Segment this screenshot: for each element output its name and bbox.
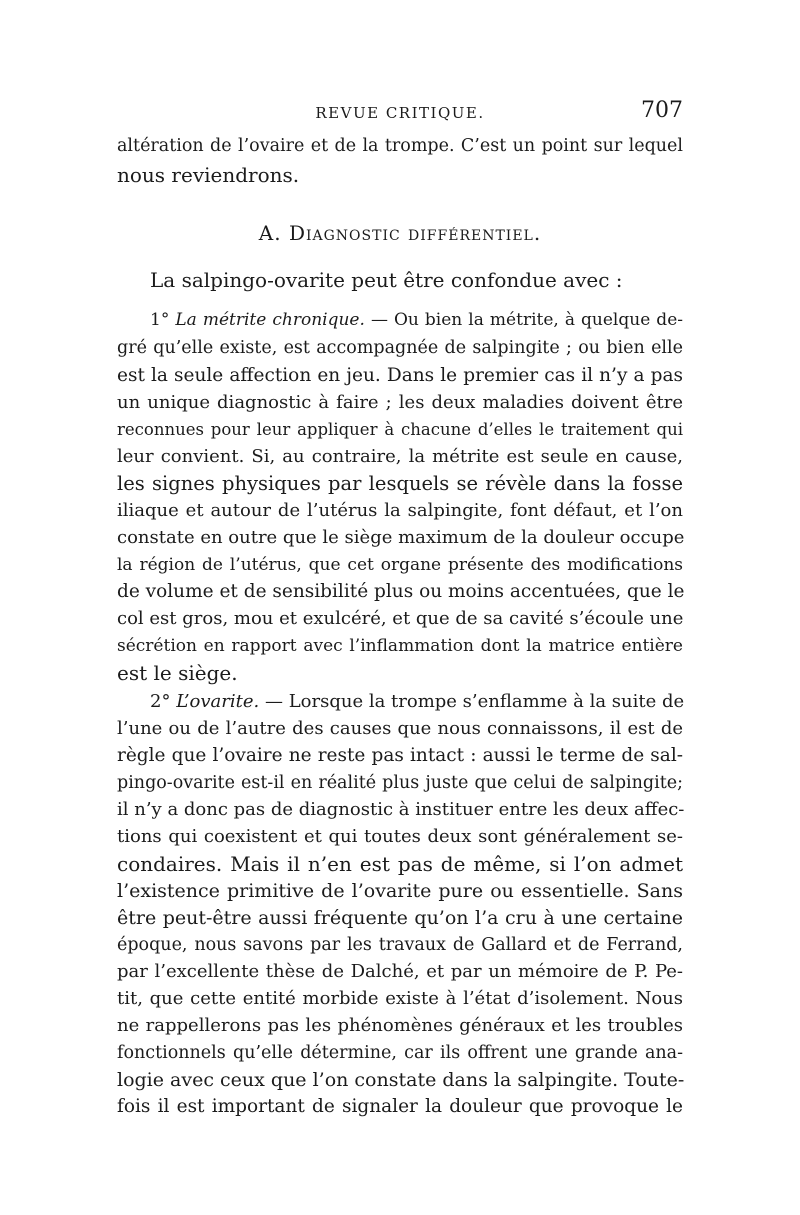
text-line: leur convient. Si, au contraire, la métrite est seule en cause, bbox=[117, 446, 683, 467]
page-number: 707 bbox=[641, 98, 683, 123]
section-heading: A. Diagnostic différentiel. bbox=[258, 221, 542, 245]
text-line: tit, que cette entité morbide existe à l’état d’isolement. Nous bbox=[117, 988, 683, 1009]
list-number: 1° bbox=[150, 310, 176, 330]
text-line bbox=[117, 305, 683, 335]
text-line: nous reviendrons. bbox=[117, 163, 300, 187]
text-line: règle que l’ovaire ne reste pas intact : aussi le terme de sal- bbox=[117, 745, 683, 766]
text-line: gré qu’elle existe, est accompagnée de salpingite ; ou bien elle bbox=[117, 338, 683, 358]
text-line: être peut-être aussi fréquente qu’on l’a cru à une certaine bbox=[117, 907, 683, 929]
text-line: constate en outre que le siège maximum de la douleur occupe bbox=[117, 527, 685, 548]
text-line: reconnues pour leur appliquer à chacune d’elles le traitement qui bbox=[117, 420, 683, 439]
text-line: pingo-ovarite est-il en réalité plus juste que celui de salpingite; bbox=[117, 773, 683, 793]
line-rest: — Ou bien la métrite, à quelque de- bbox=[364, 310, 683, 330]
text-line: un unique diagnostic à faire ; les deux maladies doivent être bbox=[117, 392, 683, 413]
text-line: par l’excellente thèse de Dalché, et par un mémoire de P. Pe- bbox=[117, 961, 683, 982]
text-line: sécrétion en rapport avec l’inflammation dont la matrice entière bbox=[117, 636, 683, 656]
text-line: iliaque et autour de l’utérus la salpingite, font défaut, et l’on bbox=[117, 500, 683, 521]
text-line: époque, nous savons par les travaux de Gallard et de Ferrand, bbox=[117, 935, 683, 955]
running-title: REVUE CRITIQUE. bbox=[315, 104, 485, 122]
text-line: il n’y a donc pas de diagnostic à instituer entre les deux affec- bbox=[117, 799, 685, 820]
text-line: logie avec ceux que l’on constate dans la salpingite. Toute- bbox=[117, 1069, 685, 1091]
line-rest: — Lorsque la trompe s’enflamme à la suite de bbox=[259, 691, 685, 712]
text-line: condaires. Mais il n’en est pas de même, si l’on admet bbox=[117, 852, 683, 876]
italic-title: L’ovarite. bbox=[176, 691, 260, 712]
text-line: est la seule affection en jeu. Dans le premier cas il n’y a pas bbox=[117, 365, 683, 386]
text-line: fois il est important de signaler la douleur que provoque le bbox=[117, 1096, 683, 1117]
text-line: La salpingo-ovarite peut être confondue avec : bbox=[150, 268, 623, 292]
list-number: 2° bbox=[150, 691, 177, 712]
italic-title: La métrite chronique. bbox=[175, 310, 365, 330]
text-line bbox=[117, 687, 683, 717]
running-head bbox=[117, 98, 683, 124]
text-line: col est gros, mou et exulcéré, et que de sa cavité s’écoule une bbox=[117, 608, 684, 629]
text-line: l’existence primitive de l’ovarite pure ou essentielle. Sans bbox=[117, 880, 683, 902]
text-line: de volume et de sensibilité plus ou moins accentuées, que le bbox=[117, 581, 685, 602]
text-line: altération de l’ovaire et de la trompe. C’est un point sur lequel bbox=[117, 136, 683, 156]
text-line: les signes physiques par lesquels se révèle dans la fosse bbox=[117, 472, 683, 495]
text-line: tions qui coexistent et qui toutes deux sont généralement se- bbox=[117, 826, 683, 847]
text-line: ne rappellerons pas les phénomènes généraux et les troubles bbox=[117, 1015, 683, 1036]
text-line: fonctionnels qu’elle détermine, car ils offrent une grande ana- bbox=[117, 1043, 683, 1063]
text-line: est le siège. bbox=[117, 661, 238, 685]
text-line: l’une ou de l’autre des causes que nous connaissons, il est de bbox=[117, 718, 683, 739]
text-line: la région de l’utérus, que cet organe présente des modifications bbox=[117, 555, 683, 575]
